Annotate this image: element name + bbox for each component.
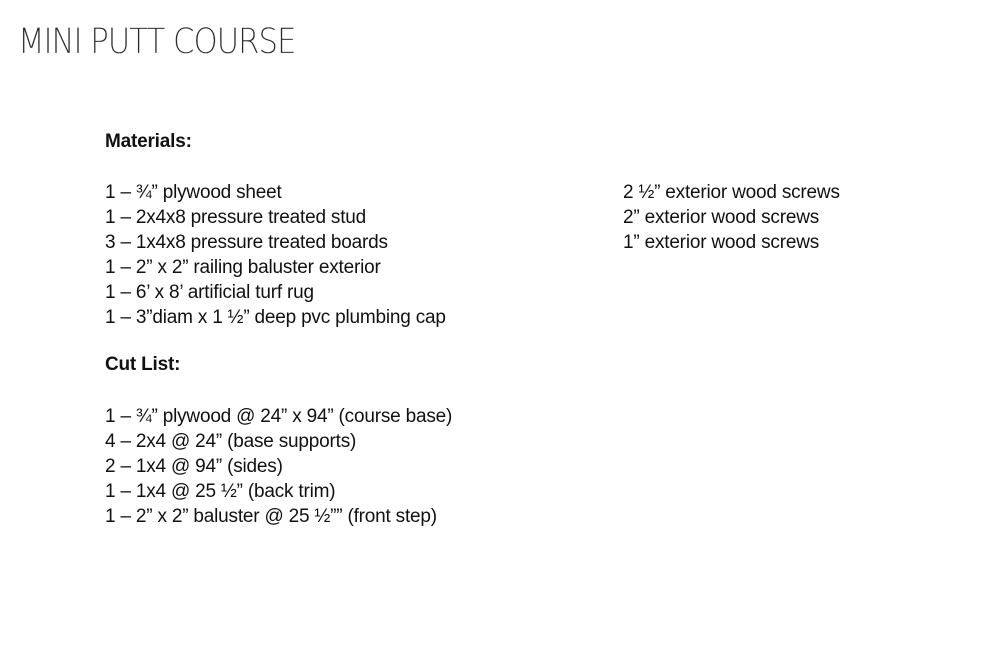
screws-list: [623, 180, 840, 255]
materials-item: 1 – 2” x 2” railing baluster exterior: [105, 257, 381, 278]
cut-list-item: 4 – 2x4 @ 24” (base supports): [105, 431, 357, 452]
materials-item: 1 – ¾” plywood sheet: [105, 182, 282, 203]
materials-heading: Materials:: [105, 131, 192, 152]
cut-list-item: 2 – 1x4 @ 94” (sides): [105, 456, 283, 477]
materials-item: 3 – 1x4x8 pressure treated boards: [105, 232, 388, 253]
screws-item: 2” exterior wood screws: [623, 207, 820, 228]
screws-item: 2 ½” exterior wood screws: [623, 182, 840, 203]
screws-item: 1” exterior wood screws: [623, 232, 820, 253]
materials-item: 1 – 2x4x8 pressure treated stud: [105, 207, 367, 228]
cut-list-item: 1 – 1x4 @ 25 ½” (back trim): [105, 481, 336, 502]
cut-list-item: 1 – 2” x 2” baluster @ 25 ½”” (front step): [105, 506, 437, 527]
materials-item: 1 – 6’ x 8’ artificial turf rug: [105, 282, 314, 303]
cut-list-heading: Cut List:: [105, 354, 181, 375]
cut-list-item: 1 – ¾” plywood @ 24” x 94” (course base): [105, 406, 453, 427]
materials-item: 1 – 3”diam x 1 ½” deep pvc plumbing cap: [105, 307, 446, 328]
cut-list: [105, 404, 452, 529]
document-title: MINI PUTT COURSE: [18, 22, 296, 62]
materials-list: [105, 180, 446, 330]
